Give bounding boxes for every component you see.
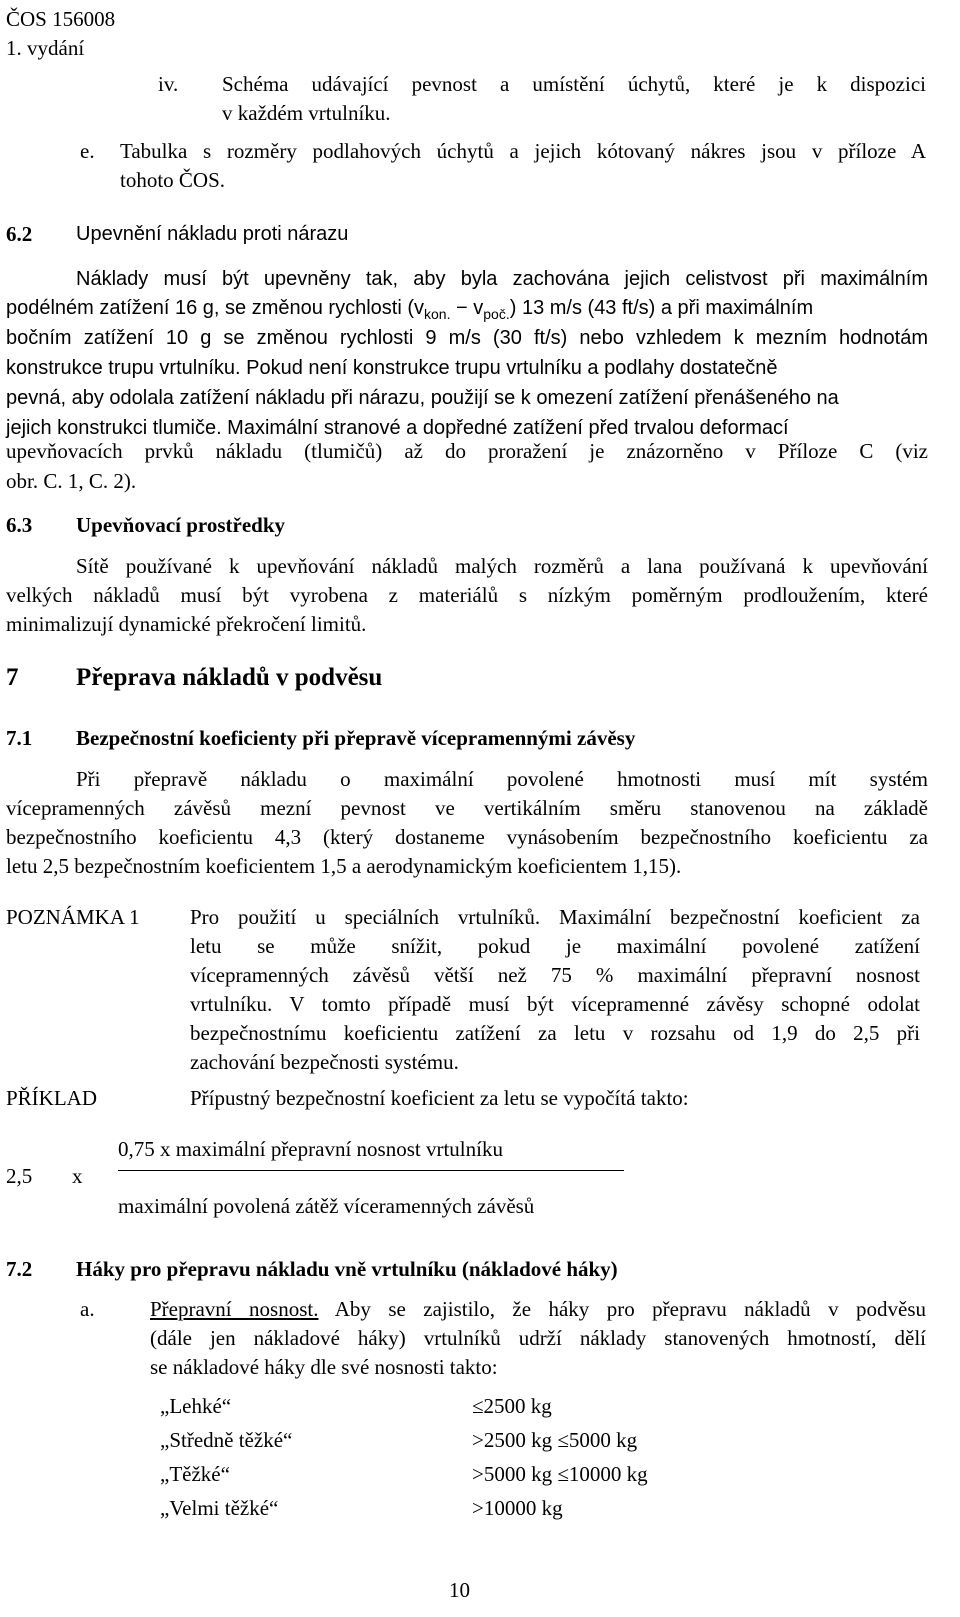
item-a-line2: (dále jen nákladové háky) vrtulníků udrží náklady stanovených hmotností, dělí bbox=[150, 1326, 926, 1350]
fraction-bar bbox=[118, 1170, 624, 1171]
section-title-7-2: Háky pro přepravu nákladu vně vrtulníku (nákladové háky) bbox=[76, 1257, 618, 1281]
list-marker-e: e. bbox=[80, 139, 95, 163]
formula-lhs: 2,5 bbox=[6, 1164, 33, 1188]
item-a-line3: se nákladové háky dle své nosnosti takto: bbox=[150, 1355, 498, 1379]
para-6-2-line1: Náklady musí být upevněny tak, aby byla zachována jejich celistvost při maximálním bbox=[76, 268, 928, 290]
para-7-1-line4: letu 2,5 bezpečnostním koeficientem 1,5 a aerodynamickým koeficientem 1,15). bbox=[6, 854, 682, 878]
hook-class-name: „Těžké“ bbox=[160, 1462, 230, 1486]
hook-class-range: >5000 kg ≤10000 kg bbox=[472, 1462, 648, 1486]
section-title-6-3: Upevňovací prostředky bbox=[76, 513, 286, 537]
para-6-2-line5: pevná, aby odolala zatížení nákladu při nárazu, použijí se k omezení zatížení přenášeného na bbox=[6, 387, 839, 409]
section-number-7-2: 7.2 bbox=[6, 1257, 33, 1281]
hook-class-range: >10000 kg bbox=[472, 1496, 563, 1520]
hook-class-range: ≤2500 kg bbox=[472, 1394, 552, 1418]
item-iv-line1: Schéma udávající pevnost a umístění úchytů, které je k dispozici bbox=[222, 72, 926, 96]
hook-class-name: „Lehké“ bbox=[160, 1394, 232, 1418]
para-6-2-line3: bočním zatížení 10 g se změnou rychlosti 9 m/s (30 ft/s) nebo vzhledem k mezním hodnotám bbox=[6, 327, 928, 349]
para-6-2-line8: obr. C. 1, C. 2). bbox=[6, 469, 137, 493]
note-line5: bezpečnostnímu koeficientu zatížení za letu v rozsahu od 1,9 do 2,5 při bbox=[190, 1021, 920, 1045]
item-iv-line2: v každém vrtulníku. bbox=[222, 101, 391, 125]
edition: 1. vydání bbox=[6, 36, 85, 60]
item-e-line2: tohoto ČOS. bbox=[120, 168, 226, 192]
para-6-3-line1: Sítě používané k upevňování nákladů malých rozměrů a lana používaná k upevňování bbox=[76, 554, 928, 578]
hook-class-name: „Středně těžké“ bbox=[160, 1428, 293, 1452]
para-7-1-line1: Při přepravě nákladu o maximální povolené hmotnosti musí mít systém bbox=[76, 767, 928, 791]
list-marker-iv: iv. bbox=[158, 72, 179, 96]
section-title-7-1: Bezpečnostní koeficienty při přepravě vícepramennými závěsy bbox=[76, 726, 636, 750]
section-number-7-1: 7.1 bbox=[6, 726, 33, 750]
para-6-2-line4: konstrukce trupu vrtulníku. Pokud není konstrukce trupu vrtulníku a podlahy dostatečně bbox=[6, 357, 778, 379]
note-label: POZNÁMKA 1 bbox=[6, 905, 140, 929]
para-6-2-line7: upevňovacích prvků nákladu (tlumičů) až do proražení je znázorněno v Příloze C (viz bbox=[6, 439, 928, 463]
hook-class-name: „Velmi těžké“ bbox=[160, 1496, 279, 1520]
item-a-line1: Přepravní nosnost. Aby se zajistilo, že háky pro přepravu nákladů v podvěsu bbox=[150, 1297, 926, 1321]
note-line1: Pro použití u speciálních vrtulníků. Maximální bezpečnostní koeficient za bbox=[190, 905, 920, 929]
example-label: PŘÍKLAD bbox=[6, 1086, 98, 1110]
formula-numerator: 0,75 x maximální přepravní nosnost vrtulníku bbox=[118, 1137, 503, 1161]
formula-denominator: maximální povolená zátěž víceramenných závěsů bbox=[118, 1194, 535, 1218]
para-6-2-line6: jejich konstrukci tlumiče. Maximální stranové a dopředné zatížení před trvalou deformací bbox=[6, 417, 789, 439]
list-marker-a: a. bbox=[80, 1297, 95, 1321]
page-number: 10 bbox=[449, 1578, 470, 1602]
para-6-3-line2: velkých nákladů musí být vyrobena z materiálů s nízkým poměrným prodloužením, které bbox=[6, 583, 928, 607]
note-line3: vícepramenných závěsů větší než 75 % maximální přepravní nosnost bbox=[190, 963, 920, 987]
note-line6: zachování bezpečnosti systému. bbox=[190, 1050, 459, 1074]
para-6-2-line2: podélném zatížení 16 g, se změnou rychlosti $(v_{kon.} - v_{poč.})$ 13 m/s (43 ft/s) a při maximálním bbox=[6, 297, 814, 322]
note-line4: vrtulníku. V tomto případě musí být vícepramenné závěsy schopné odolat bbox=[190, 992, 920, 1016]
section-title-6-2: Upevnění nákladu proti nárazu bbox=[76, 223, 349, 245]
chapter-title-7: Přeprava nákladů v podvěsu bbox=[76, 664, 383, 691]
item-e-line1: Tabulka s rozměry podlahových úchytů a jejich kótovaný nákres jsou v příloze A bbox=[120, 139, 926, 163]
doc-code: ČOS 156008 bbox=[6, 7, 116, 31]
para-7-1-line3: bezpečnostního koeficientu 4,3 (který dostaneme vynásobením bezpečnostního koeficientu za bbox=[6, 825, 928, 849]
section-number-6-3: 6.3 bbox=[6, 513, 33, 537]
hook-class-range: >2500 kg ≤5000 kg bbox=[472, 1428, 638, 1452]
formula-times: x bbox=[72, 1164, 83, 1188]
chapter-number-7: 7 bbox=[6, 664, 19, 691]
para-7-1-line2: vícepramenných závěsů mezní pevnost ve vertikálním směru stanovenou na základě bbox=[6, 796, 928, 820]
section-number-6-2: 6.2 bbox=[6, 222, 33, 246]
para-6-3-line3: minimalizují dynamické překročení limitů. bbox=[6, 612, 367, 636]
note-line2: letu se může snížit, pokud je maximální povolené zatížení bbox=[190, 934, 920, 958]
example-text: Přípustný bezpečnostní koeficient za letu se vypočítá takto: bbox=[190, 1086, 689, 1110]
